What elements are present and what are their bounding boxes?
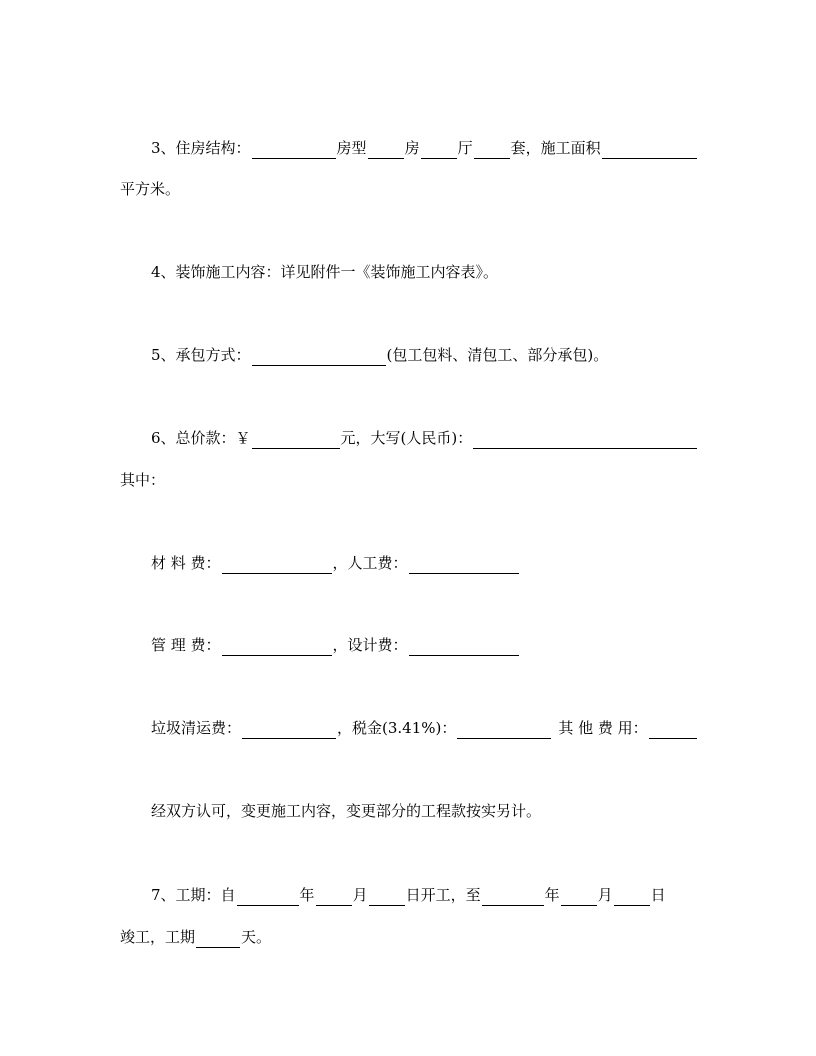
change-note-text: 经双方认可，变更施工内容，变更部分的工程款按实另计。 <box>151 802 542 820</box>
item6-line2 <box>120 469 698 491</box>
contract-method-note: (包工包料、清包工、部分承包)。 <box>386 346 609 364</box>
tax-label: ，税金(3.41%)： <box>337 719 457 737</box>
management-fee-label: 管 理 费： <box>151 636 221 654</box>
start-day-blank[interactable] <box>369 889 405 906</box>
contract-method-blank[interactable] <box>252 349 386 366</box>
total-price-blank[interactable] <box>252 432 340 449</box>
management-fee-blank[interactable] <box>222 639 332 656</box>
start-year-label: 年 <box>299 886 315 904</box>
fees-line1 <box>151 552 698 574</box>
completion-label: 竣工，工期 <box>120 928 196 946</box>
suite-count-blank[interactable] <box>474 142 510 159</box>
start-day-label: 日开工，至 <box>405 886 481 904</box>
item4-line <box>151 261 698 283</box>
item4-text: 4、装饰施工内容：详见附件一《装饰施工内容表》。 <box>151 263 499 281</box>
design-fee-blank[interactable] <box>409 639 519 656</box>
duration-days-blank[interactable] <box>196 931 240 948</box>
room-count-blank[interactable] <box>368 142 404 159</box>
item7-line1 <box>151 884 698 906</box>
item6-label: 6、总价款：￥ <box>151 429 251 447</box>
item3-line2 <box>120 178 698 200</box>
item5-label: 5、承包方式： <box>151 346 251 364</box>
labor-fee-blank[interactable] <box>409 557 519 574</box>
among-label: 其中： <box>120 471 166 489</box>
other-fee-blank[interactable] <box>649 722 697 739</box>
room-label: 房 <box>404 139 420 157</box>
end-month-label: 月 <box>597 886 613 904</box>
material-fee-blank[interactable] <box>222 557 332 574</box>
total-price-uppercase-blank[interactable] <box>473 432 697 449</box>
yuan-uppercase-label: 元，大写(人民币)： <box>340 429 473 447</box>
garbage-fee-label: 垃圾清运费： <box>151 719 242 737</box>
fees-line2 <box>151 634 698 656</box>
design-fee-label: ，设计费： <box>332 636 408 654</box>
start-month-blank[interactable] <box>316 889 352 906</box>
fees-line3 <box>151 717 698 739</box>
end-day-label: 日 <box>650 886 666 904</box>
end-year-label: 年 <box>544 886 560 904</box>
suite-area-label: 套，施工面积 <box>510 139 601 157</box>
construction-area-blank[interactable] <box>602 142 697 159</box>
other-fee-label: 其 他 费 用： <box>558 719 648 737</box>
item3-label: 3、住房结构： <box>151 139 251 157</box>
hall-label: 厅 <box>457 139 473 157</box>
start-year-blank[interactable] <box>237 889 299 906</box>
hall-count-blank[interactable] <box>421 142 457 159</box>
item6-line1 <box>151 427 698 449</box>
garbage-fee-blank[interactable] <box>242 722 336 739</box>
end-year-blank[interactable] <box>482 889 544 906</box>
area-unit-label: 平方米。 <box>120 180 181 198</box>
item5-line <box>151 344 698 366</box>
item7-label: 7、工期：自 <box>151 886 236 904</box>
item7-line2 <box>120 926 698 948</box>
material-fee-label: 材 料 费： <box>151 554 221 572</box>
start-month-label: 月 <box>352 886 368 904</box>
tax-blank[interactable] <box>457 722 551 739</box>
house-structure-blank[interactable] <box>252 142 336 159</box>
change-note-line <box>151 800 698 822</box>
item3-line1 <box>151 137 698 159</box>
end-month-blank[interactable] <box>561 889 597 906</box>
days-label: 天。 <box>241 928 272 946</box>
end-day-blank[interactable] <box>614 889 650 906</box>
labor-fee-label: ，人工费： <box>332 554 408 572</box>
house-type-label: 房型 <box>336 139 367 157</box>
